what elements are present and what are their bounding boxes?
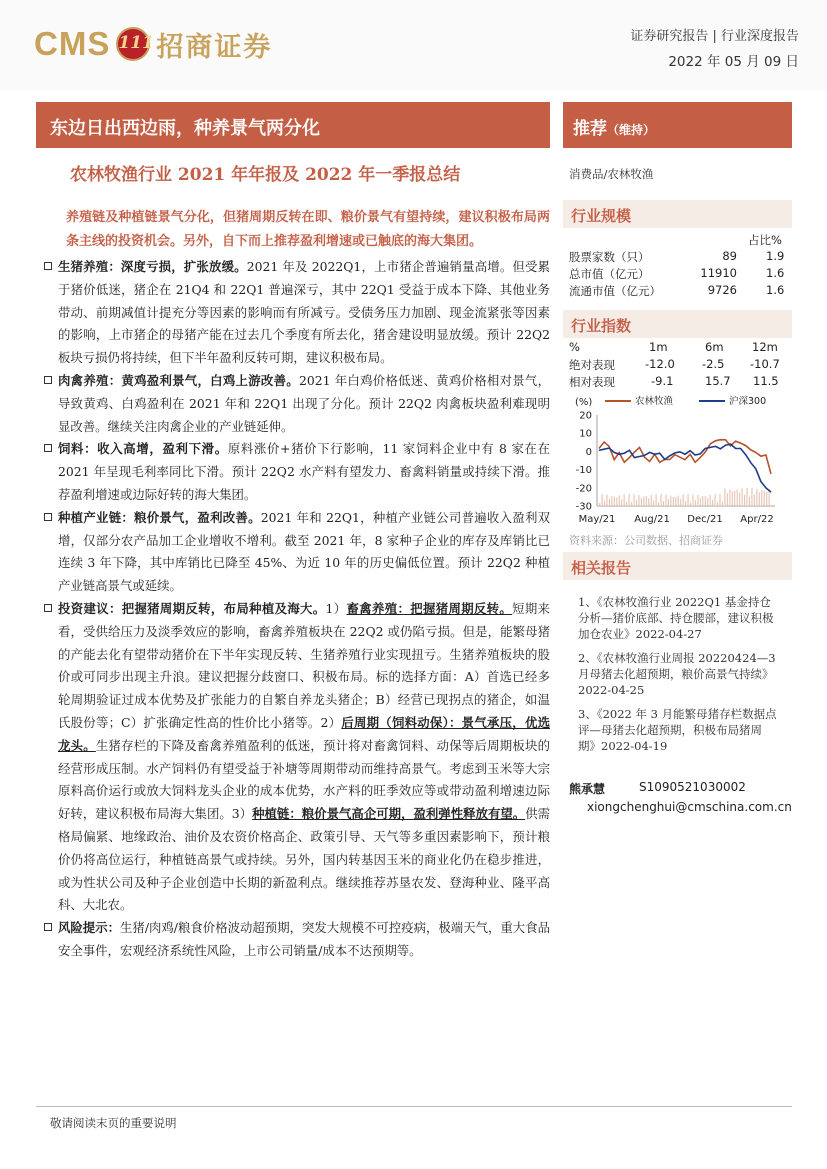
volume-bar bbox=[624, 494, 625, 506]
related-report-link[interactable]: 3、《2022 年 3 月能繁母猪存栏数据点评—母猪去化超预期，积极布局猪周期》2022-04-19 bbox=[578, 707, 777, 753]
rating-banner bbox=[563, 102, 792, 148]
footer-divider bbox=[36, 1106, 792, 1107]
volume-bar bbox=[749, 497, 750, 506]
scale-table bbox=[569, 232, 787, 300]
volume-bar bbox=[609, 499, 610, 506]
x-tick-label: Aug/21 bbox=[634, 514, 670, 525]
volume-bar bbox=[660, 494, 661, 506]
volume-bar bbox=[614, 497, 615, 506]
volume-bar bbox=[766, 492, 767, 506]
table-row: 相对表现 -9.1 15.7 11.5 bbox=[569, 374, 779, 389]
volume-bar bbox=[744, 495, 745, 506]
bullet-icon bbox=[44, 444, 52, 452]
volume-bar bbox=[712, 500, 713, 506]
volume-bar bbox=[599, 503, 600, 506]
volume-bar bbox=[619, 495, 620, 506]
section-poultry: 肉禽养殖：黄鸡盈利景气，白鸡上游改善。2021 年白鸡价格低迷、黄鸡价格相对景气，导致黄鸡、白鸡盈利在 2021 年和 22Q1 出现了分化。预计 22Q2 肉禽板块盈利难现明显改善。继续关注肉禽企业的产业链延伸。 bbox=[44, 370, 550, 438]
x-tick-label: Apr/22 bbox=[740, 514, 774, 525]
rating-note: （维持） bbox=[607, 123, 656, 137]
volume-bar bbox=[604, 501, 605, 506]
volume-bar bbox=[646, 496, 647, 506]
volume-bar bbox=[764, 491, 765, 506]
section-invest: 投资建议：把握猪周期反转，布局种植及海大。1）畜禽养殖：把握猪周期反转。短期来看，受供给压力及淡季效应的影响，畜禽养殖板块在 22Q2 或仍陷亏损。但是，能繁母猪的产能去化有望带动猪价在下半年实现反转、生猪养殖行业实现扭亏。生猪养殖板块的股价或可同步出现主升浪。建议把握分歧窗口、积极布局。标的选择方面：A）首选已经多轮周期验证过成本优势及扩张能力的自繁自养龙头猪企；B）经营已现拐点的猪企，如温氏股份等；C）扩张确定性高的性价比小猪等。2）后周期（饲料动保）：景气承压，优选龙头。生猪存栏的下降及畜禽养殖盈利的低迷，预计将对畜禽饲料、动保等后周期板块的经营形成压制。水产饲料仍有望受益于补塘等周期带动而维持高景气。考虑到玉米等大宗原料高价运行或放大饲料龙头企业的成本优势，水产料的旺季效应等或带动盈利增速边际好转，建议积极布局海大集团。3）种植链：粮价景气高企可期，盈利弹性释放有望。供需格局偏紧、地缘政治、油价及农资价格高企、政策引导、天气等多重因素影响下，预计粮价仍将高位运行，种植链高景气或持续。另外，国内转基因玉米的商业化仍在稳步推进，或为性状公司及种子企业创造中长期的新盈利点。继续推荐苏垦农发、登海种业、隆平高科、大北农。 bbox=[44, 598, 550, 917]
rating: 推荐 bbox=[573, 119, 607, 139]
logo-chinese: 招商证券 bbox=[156, 31, 273, 63]
sector-label: 消费品/农林牧渔 bbox=[569, 167, 654, 181]
volume-bar bbox=[739, 493, 740, 506]
volume-bar bbox=[663, 501, 664, 506]
chart-source: 资料来源：公司数据、招商证券 bbox=[569, 534, 723, 547]
volume-bar bbox=[692, 494, 693, 506]
volume-bar bbox=[653, 500, 654, 506]
section-feed: 饲料：收入高增，盈利下滑。原料涨价+猪价下行影响，11 家饲料企业中有 8 家在在 2021 年呈现毛利率同比下滑。预计 22Q2 水产料有望发力、畜禽料销量或持续下滑。推荐盈利增速或边际好转的海大集团。 bbox=[44, 438, 550, 506]
analyst-email[interactable]: xiongchenghui@cmschina.com.cn bbox=[587, 800, 792, 814]
section-planting: 种植产业链：粮价景气，盈利改善。2021 年和 22Q1，种植产业链公司普遍收入盈利双增，仅部分农产品加工企业增收不增利。截至 2021 年，8 家种子企业的库存及库销比已连续 3 年下降，其中库销比已降至 45%、为近 10 年的历史偏低位置。预计 22Q2 种植产业链高景气或延续。 bbox=[44, 507, 550, 598]
volume-bar bbox=[742, 489, 743, 506]
bullet-icon bbox=[44, 513, 52, 521]
index-table bbox=[569, 340, 787, 391]
legend-label: 沪深300 bbox=[729, 396, 767, 407]
related-reports bbox=[578, 594, 778, 762]
industry-index-chart bbox=[565, 393, 790, 528]
bullet-icon bbox=[44, 376, 52, 384]
volume-bar bbox=[658, 503, 659, 506]
volume-bar bbox=[759, 492, 760, 506]
volume-bar bbox=[751, 488, 752, 506]
logo-text: CMS bbox=[34, 25, 111, 62]
table-row: 股票家数（只） 89 1.9 bbox=[569, 249, 785, 264]
y-tick-label: -20 bbox=[575, 483, 592, 495]
bullet-icon bbox=[44, 262, 52, 270]
y-tick-label: 20 bbox=[579, 410, 592, 422]
volume-bar bbox=[633, 494, 634, 506]
related-header: 相关报告 bbox=[563, 552, 792, 580]
volume-bar bbox=[641, 498, 642, 506]
series-line bbox=[599, 440, 771, 474]
report-subtitle: 农林牧渔行业 2021 年年报及 2022 年一季报总结 bbox=[70, 165, 461, 185]
volume-bar bbox=[670, 496, 671, 506]
series-line bbox=[599, 444, 771, 492]
footer-disclaimer: 敬请阅读末页的重要说明 bbox=[50, 1116, 177, 1130]
bullet-icon bbox=[44, 604, 52, 612]
volume-bar bbox=[651, 495, 652, 506]
report-date: 2022 年 05 月 09 日 bbox=[668, 54, 799, 70]
volume-bar bbox=[668, 499, 669, 506]
volume-bar bbox=[628, 494, 629, 506]
volume-bar bbox=[636, 500, 637, 506]
volume-bar bbox=[665, 495, 666, 506]
table-header-row: % 1m 6m 12m bbox=[569, 340, 778, 354]
volume-bar bbox=[727, 493, 728, 506]
volume-bar bbox=[616, 497, 617, 506]
volume-bar bbox=[732, 491, 733, 506]
bullet-icon bbox=[44, 923, 52, 931]
volume-bar bbox=[756, 489, 757, 506]
volume-bar bbox=[606, 495, 607, 506]
volume-bar bbox=[754, 494, 755, 506]
table-row: 绝对表现 -12.0 -2.5 -10.7 bbox=[569, 357, 780, 372]
volume-bar bbox=[683, 494, 684, 506]
y-tick-label: 10 bbox=[579, 428, 592, 440]
volume-bar bbox=[695, 500, 696, 506]
volume-bar bbox=[685, 501, 686, 506]
analyst-info bbox=[569, 780, 794, 814]
x-tick-label: Dec/21 bbox=[687, 514, 723, 525]
logo-badge-icon: 111 bbox=[116, 27, 150, 61]
y-tick-label: -10 bbox=[575, 465, 592, 477]
y-tick-label: 0 bbox=[585, 446, 592, 458]
volume-bar bbox=[737, 490, 738, 506]
volume-bar bbox=[717, 502, 718, 506]
report-type: 证券研究报告 | 行业深度报告 bbox=[630, 29, 799, 44]
volume-bar bbox=[707, 498, 708, 506]
chart-ylabel: (%) bbox=[575, 397, 593, 408]
volume-bar bbox=[680, 499, 681, 506]
volume-bar bbox=[601, 494, 602, 506]
volume-bar bbox=[702, 496, 703, 506]
volume-bar bbox=[705, 496, 706, 506]
volume-bar bbox=[675, 497, 676, 506]
volume-bar bbox=[656, 494, 657, 506]
volume-bar bbox=[722, 501, 723, 506]
section-pig: 生猪养殖：深度亏损，扩张放缓。2021 年及 2022Q1，上市猪企普遍销量高增。但受累于猪价低迷，猪企在 21Q4 和 22Q1 普遍深亏，其中 22Q1 受益于成本下降、其他业务带动、前期减值计提充分等因素的影响而有所减亏。受债务压力加剧、现金流紧张等因素的影响，上市猪企的母猪产能在过去几个季度有所去化，猪舍建设明显放缓。预计 22Q2 板块亏损仍将持续，但下半年盈利反转可期，建议积极布局。 bbox=[44, 256, 550, 370]
volume-bar bbox=[673, 497, 674, 506]
volume-bar bbox=[724, 488, 725, 506]
volume-bar bbox=[626, 502, 627, 506]
table-row: 流通市值（亿元） 9726 1.6 bbox=[569, 283, 785, 298]
y-tick-label: -30 bbox=[575, 501, 592, 513]
volume-bar bbox=[631, 502, 632, 506]
section-risk: 风险提示：生猪/肉鸡/粮食价格波动超预期，突发大规模不可控疫病，极端天气，重大食品安全事件，宏观经济系统性风险，上市公司销量/成本不达预期等。 bbox=[44, 917, 550, 963]
volume-bar bbox=[761, 490, 762, 506]
volume-bar bbox=[638, 495, 639, 506]
related-report-link[interactable]: 1、《农林牧渔行业 2022Q1 基金持仓分析—猪价底部、持仓腰部，建议积极加仓农业》2022-04-27 bbox=[578, 595, 774, 641]
related-report-link[interactable]: 2、《农林牧渔行业周报 20220424—3 月母猪去化超预期，粮价高景气持续》2022-04-25 bbox=[578, 651, 776, 697]
volume-bar bbox=[611, 496, 612, 506]
volume-bar bbox=[687, 494, 688, 506]
summary: 养殖链及种植链景气分化，但猪周期反转在即、粮价景气有望持续，建议积极布局两条主线的投资机会。另外，自下而上推荐盈利增速或已触底的海大集团。 bbox=[66, 210, 550, 249]
main-body bbox=[44, 256, 550, 963]
volume-bar bbox=[710, 495, 711, 506]
volume-bar bbox=[729, 489, 730, 506]
volume-bar bbox=[719, 494, 720, 506]
volume-bar bbox=[734, 491, 735, 506]
report-title: 东边日出西边雨，种养景气两分化 bbox=[50, 118, 320, 139]
volume-bar bbox=[746, 488, 747, 506]
x-tick-label: May/21 bbox=[578, 514, 616, 525]
analyst-id: S1090521030002 bbox=[639, 780, 746, 794]
company-logo bbox=[34, 24, 272, 64]
legend-label: 农林牧渔 bbox=[635, 396, 674, 407]
title-banner bbox=[36, 102, 550, 148]
volume-bar bbox=[648, 498, 649, 506]
scale-header: 行业规模 bbox=[563, 200, 792, 228]
volume-bar bbox=[678, 495, 679, 506]
volume-bar bbox=[643, 496, 644, 506]
volume-bar bbox=[714, 494, 715, 506]
analyst-name: 熊承慧 bbox=[569, 782, 606, 796]
volume-bar bbox=[621, 499, 622, 506]
volume-bar bbox=[700, 498, 701, 506]
scale-pct-header: 占比% bbox=[748, 233, 782, 247]
volume-bar bbox=[697, 495, 698, 506]
volume-bar bbox=[690, 502, 691, 506]
table-row: 总市值（亿元） 11910 1.6 bbox=[569, 266, 785, 281]
index-header: 行业指数 bbox=[563, 310, 792, 338]
